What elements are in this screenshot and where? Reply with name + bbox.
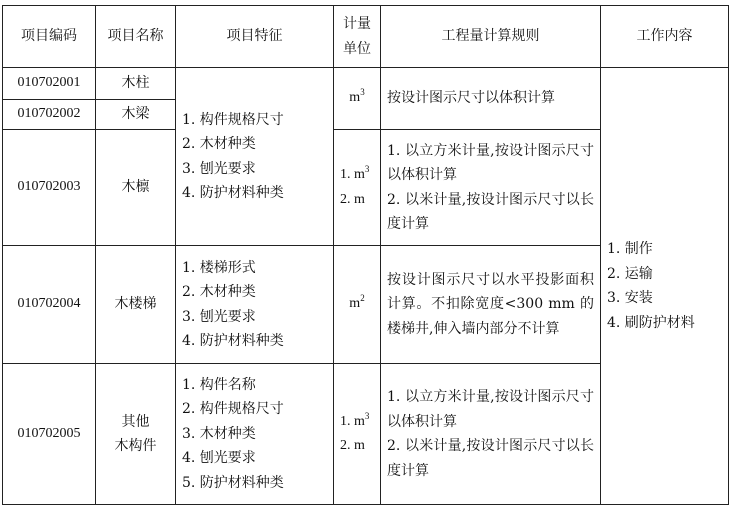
item-rule: [381, 364, 601, 505]
header-code: 项目编码: [3, 6, 96, 68]
work-line: 4. 刷防护材料: [607, 314, 695, 331]
rule-line: 1. 以立方米计量,按设计图示尺寸以体积计算: [387, 389, 594, 430]
item-code: 010702005: [3, 364, 96, 505]
feature-line: 3. 刨光要求: [182, 308, 256, 325]
feature-line: 2. 木材种类: [182, 136, 256, 152]
item-unit: $m^2$: [334, 246, 381, 364]
work-line: 2. 运输: [607, 265, 653, 282]
header-row: [3, 6, 729, 68]
header-work: 工作内容: [601, 6, 729, 68]
feature-line: 1. 构件名称: [182, 376, 256, 393]
item-code: 010702001: [3, 68, 96, 100]
item-unit: $m^3$: [334, 68, 381, 130]
feature-line: 5. 防护材料种类: [182, 474, 284, 491]
item-rule: [381, 130, 601, 246]
item-rule: 按设计图示尺寸以体积计算: [381, 68, 601, 130]
item-unit: 1. $m^3$ 2. m: [334, 130, 381, 246]
work-line: 1. 制作: [607, 241, 653, 257]
item-unit: 1. $m^3$ 2. m: [334, 364, 381, 505]
feature-line: 4. 防护材料种类: [182, 333, 284, 349]
item-name-line: 其他: [121, 413, 150, 430]
item-features: [176, 246, 334, 364]
feature-line: 4. 刨光要求: [182, 450, 256, 467]
rule-line: 1. 以立方米计量,按设计图示尺寸以体积计算: [387, 142, 594, 183]
header-features: 项目特征: [176, 6, 334, 68]
header-rules: 工程量计算规则: [381, 6, 601, 68]
item-name: 木楼梯: [96, 246, 176, 364]
item-code: 010702004: [3, 246, 96, 364]
quantity-rules-table: [2, 5, 729, 505]
work-line: 3. 安装: [607, 290, 653, 306]
header-name: 项目名称: [96, 6, 176, 68]
feature-line: 4. 防护材料种类: [182, 185, 284, 201]
item-name-line: 木构件: [114, 438, 157, 454]
header-unit: [334, 6, 381, 68]
item-code: 010702003: [3, 130, 96, 246]
item-features: [176, 68, 334, 246]
feature-line: 2. 构件规格尺寸: [182, 401, 284, 418]
table-row: [3, 68, 729, 100]
item-code: 010702002: [3, 100, 96, 130]
header-unit-line1: 计量: [343, 16, 371, 32]
item-name: 木柱: [96, 68, 176, 100]
item-features: [176, 364, 334, 505]
feature-line: 1. 楼梯形式: [182, 259, 256, 276]
item-name: [96, 364, 176, 505]
rule-line: 2. 以米计量,按设计图示尺寸以长度计算: [387, 438, 594, 479]
header-unit-line2: 单位: [343, 40, 371, 57]
item-rule: 按设计图示尺寸以水平投影面积计算。不扣除宽度<300 mm 的楼梯井,伸入墙内部分不计算: [381, 246, 601, 364]
item-name: 木梁: [96, 100, 176, 130]
feature-line: 1. 构件规格尺寸: [182, 111, 284, 128]
feature-line: 3. 刨光要求: [182, 160, 256, 177]
feature-line: 3. 木材种类: [182, 425, 256, 442]
feature-line: 2. 木材种类: [182, 284, 256, 300]
item-name: 木檩: [96, 130, 176, 246]
rule-line: 2. 以米计量,按设计图示尺寸以长度计算: [387, 191, 594, 232]
work-content: [601, 68, 729, 505]
